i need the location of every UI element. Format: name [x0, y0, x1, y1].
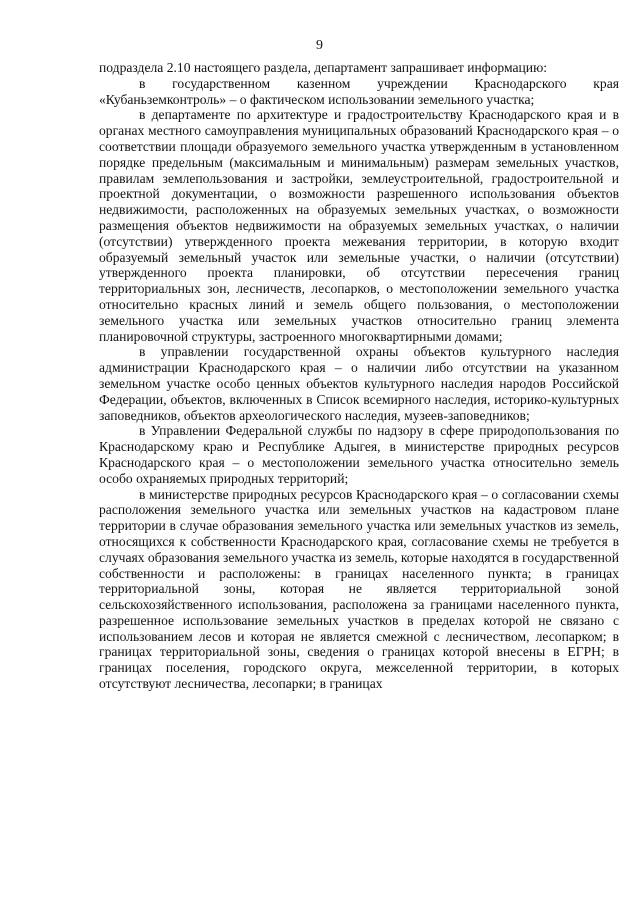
page-number: 9 — [316, 38, 323, 53]
paragraph-federal-nature-service: в Управлении Федеральной службы по надзору в сфере природопользования по Краснодарскому краю и Республике Адыгея, в министерстве природных ресурсов Краснодарского края – о местоположении земельного участка относительно земель особо охраняемых природных территорий; — [99, 423, 619, 486]
paragraph-cultural-heritage: в управлении государственной охраны объектов культурного наследия администрации Краснодарского края – о наличии либо отсутствии на указанном земельном участке особо ценных объектов культурного наследия народов Российской Федерации, объектов, включенных в Список всемирного наследия, историко-культурных заповедников, объектов археологического наследия, музеев-заповедников; — [99, 344, 619, 423]
paragraph-architecture-department: в департаменте по архитектуре и градостроительству Краснодарского края и в органах местного самоуправления муниципальных образований Краснодарского края – о соответствии площади образуемого земельного участка утвержденным в установленном порядке предельным (максимальным и минимальным) размерам земельных участков, правилам землепользования и застройки, землеустроительной, градостроительной и проектной документации, о возможности разрешенного использования объектов недвижимости, расположенных на образуемых земельных участках, о возможности размещения объектов недвижимости на образуемых земельных участках, о наличии (отсутствии) утвержденного проекта межевания территории, в которую входит образуемый земельный участок или земельные участки, о наличии (отсутствии) утвержденного проекта планировки, об отсутствии пересечения границ территориальных зон, лесничеств, лесопарков, о местоположении земельного участка относительно красных линий и земель общего пользования, о местоположении земельного участка или земельных участков относительно границ элемента планировочной структуры, застроенного многоквартирными домами; — [99, 107, 619, 344]
paragraph-natural-resources-ministry: в министерстве природных ресурсов Краснодарского края – о согласовании схемы расположения земельного участка или земельных участков на кадастровом плане территории в случае образования земельного участка или земельных участков из земель, относящихся к собственности Краснодарского края, согласование схемы не требуется в случаях образования земельного участка из земель, которые находятся в государственной собственности и расположены: в границах населенного пункта; в границах территориальной зоны, которая не является территориальной зоной сельскохозяйственного использования, расположена за границами населенного пункта, разрешенное использование земельных участков в пределах которой не связано с использованием лесов и которая не является смежной с лесничеством, лесопарком; в границах территориальной зоны, сведения о границах которой внесены в ЕГРН; в границах поселения, городского округа, межселенной территории, в которых отсутствуют лесничества, лесопарки; в границах — [99, 486, 619, 692]
paragraph-kubanzemkontrol: в государственном казенном учреждении Краснодарского края «Кубаньземконтроль» – о фактическом использовании земельного участка; — [99, 75, 619, 107]
paragraph-intro: подраздела 2.10 настоящего раздела, департамент запрашивает информацию: — [99, 60, 548, 75]
